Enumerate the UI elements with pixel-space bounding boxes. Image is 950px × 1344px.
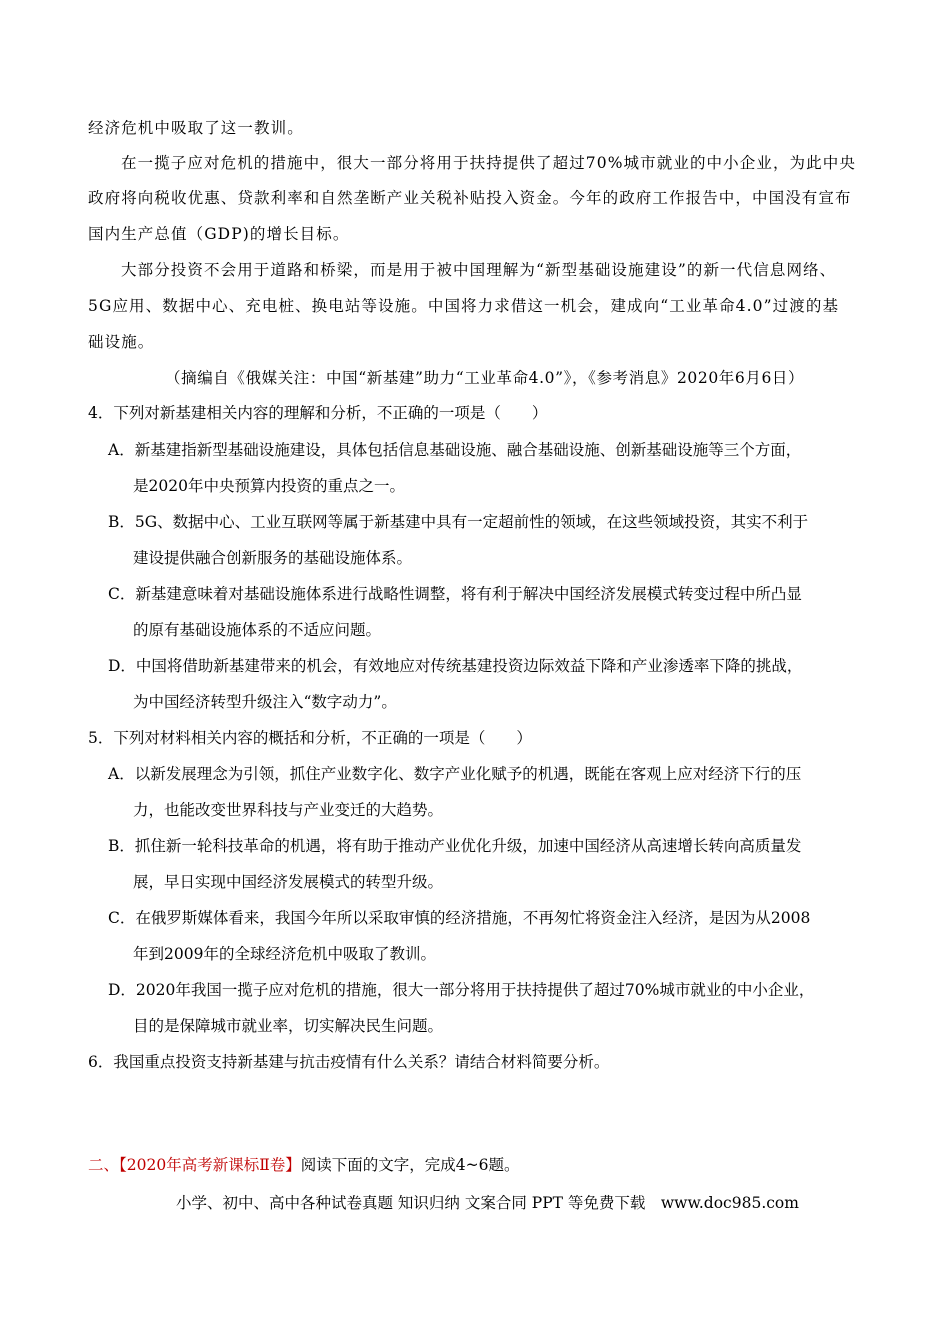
question-4-option-a-cont: 是2020年中央预算内投资的重点之一。 [133,477,405,495]
passage-line: 国内生产总值（GDP)的增长目标。 [88,225,350,243]
question-5-option-b-cont: 展，早日实现中国经济发展模式的转型升级。 [133,873,444,891]
question-5-option-c-cont: 年到2009年的全球经济危机中吸取了教训。 [133,945,436,963]
passage-line: 经济危机中吸取了这一教训。 [88,119,304,137]
question-5-option-d: D．2020年我国一揽子应对危机的措施，很大一部分将用于扶持提供了超过70%城市就业的中小企业， [108,981,815,999]
question-4-option-b: B．5G、数据中心、工业互联网等属于新基建中具有一定超前性的领域，在这些领域投资，其实不利于 [108,513,809,531]
section-text: 阅读下面的文字，完成4~6题。 [300,1156,520,1174]
question-6-stem: 6．我国重点投资支持新基建与抗击疫情有什么关系？请结合材料简要分析。 [88,1053,610,1071]
question-4-option-c: C．新基建意味着对基础设施体系进行战略性调整，将有利于解决中国经济发展模式转变过程中所凸显 [108,585,802,603]
question-5-option-a-cont: 力，也能改变世界科技与产业变迁的大趋势。 [133,801,444,819]
question-5-option-c: C．在俄罗斯媒体看来，我国今年所以采取审慎的经济措施，不再匆忙将资金注入经济，是因为从2008 [108,909,811,927]
question-4-option-b-cont: 建设提供融合创新服务的基础设施体系。 [133,549,413,567]
section-heading [88,1155,519,1175]
question-5-option-a: A．以新发展理念为引领，抓住产业数字化、数字产业化赋予的机遇，既能在客观上应对经济下行的压 [108,765,802,783]
question-4-option-d: D．中国将借助新基建带来的机会，有效地应对传统基建投资边际效益下降和产业渗透率下降的挑战， [108,657,803,675]
question-5-option-b: B．抓住新一轮科技革命的机遇，将有助于推动产业优化升级，加速中国经济从高速增长转向高质量发 [108,837,802,855]
question-5-option-d-cont: 目的是保障城市就业率，切实解决民生问题。 [133,1017,444,1035]
passage-line: 大部分投资不会用于道路和桥梁，而是用于被中国理解为“新型基础设施建设”的新一代信息网络、 [121,261,837,279]
page-footer: 小学、初中、高中各种试卷真题 知识归纳 文案合同 PPT 等免费下载 www.doc985.com [176,1194,799,1212]
passage-line: 政府将向税收优惠、贷款利率和自然垄断产业关税补贴投入资金。今年的政府工作报告中，中国没有宣布 [88,189,852,207]
section-prefix: 二、 [88,1156,120,1174]
question-4-option-c-cont: 的原有基础设施体系的不适应问题。 [133,621,382,639]
passage-line: 在一揽子应对危机的措施中，很大一部分将用于扶持提供了超过70%城市就业的中小企业，为此中央 [121,154,856,172]
question-4-option-a: A．新基建指新型基础设施建设，具体包括信息基础设施、融合基础设施、创新基础设施等三个方面， [108,441,802,459]
question-4-stem: 4．下列对新基建相关内容的理解和分析，不正确的一项是（ ） [88,404,548,422]
question-4-option-d-cont: 为中国经济转型升级注入“数字动力”。 [133,693,397,711]
passage-line: 5G应用、数据中心、充电桩、换电站等设施。中国将力求借这一机会，建成向“工业革命4.0”过渡的基 [88,297,840,315]
passage-source: （摘编自《俄媒关注：中国“新基建”助力“工业革命4.0”》，《参考消息》2020年6月6日） [165,369,805,387]
question-5-stem: 5．下列对材料相关内容的概括和分析，不正确的一项是（ ） [88,729,532,747]
section-tag: 【2020年高考新课标Ⅱ卷】 [119,1156,301,1174]
passage-line: 础设施。 [88,333,155,351]
